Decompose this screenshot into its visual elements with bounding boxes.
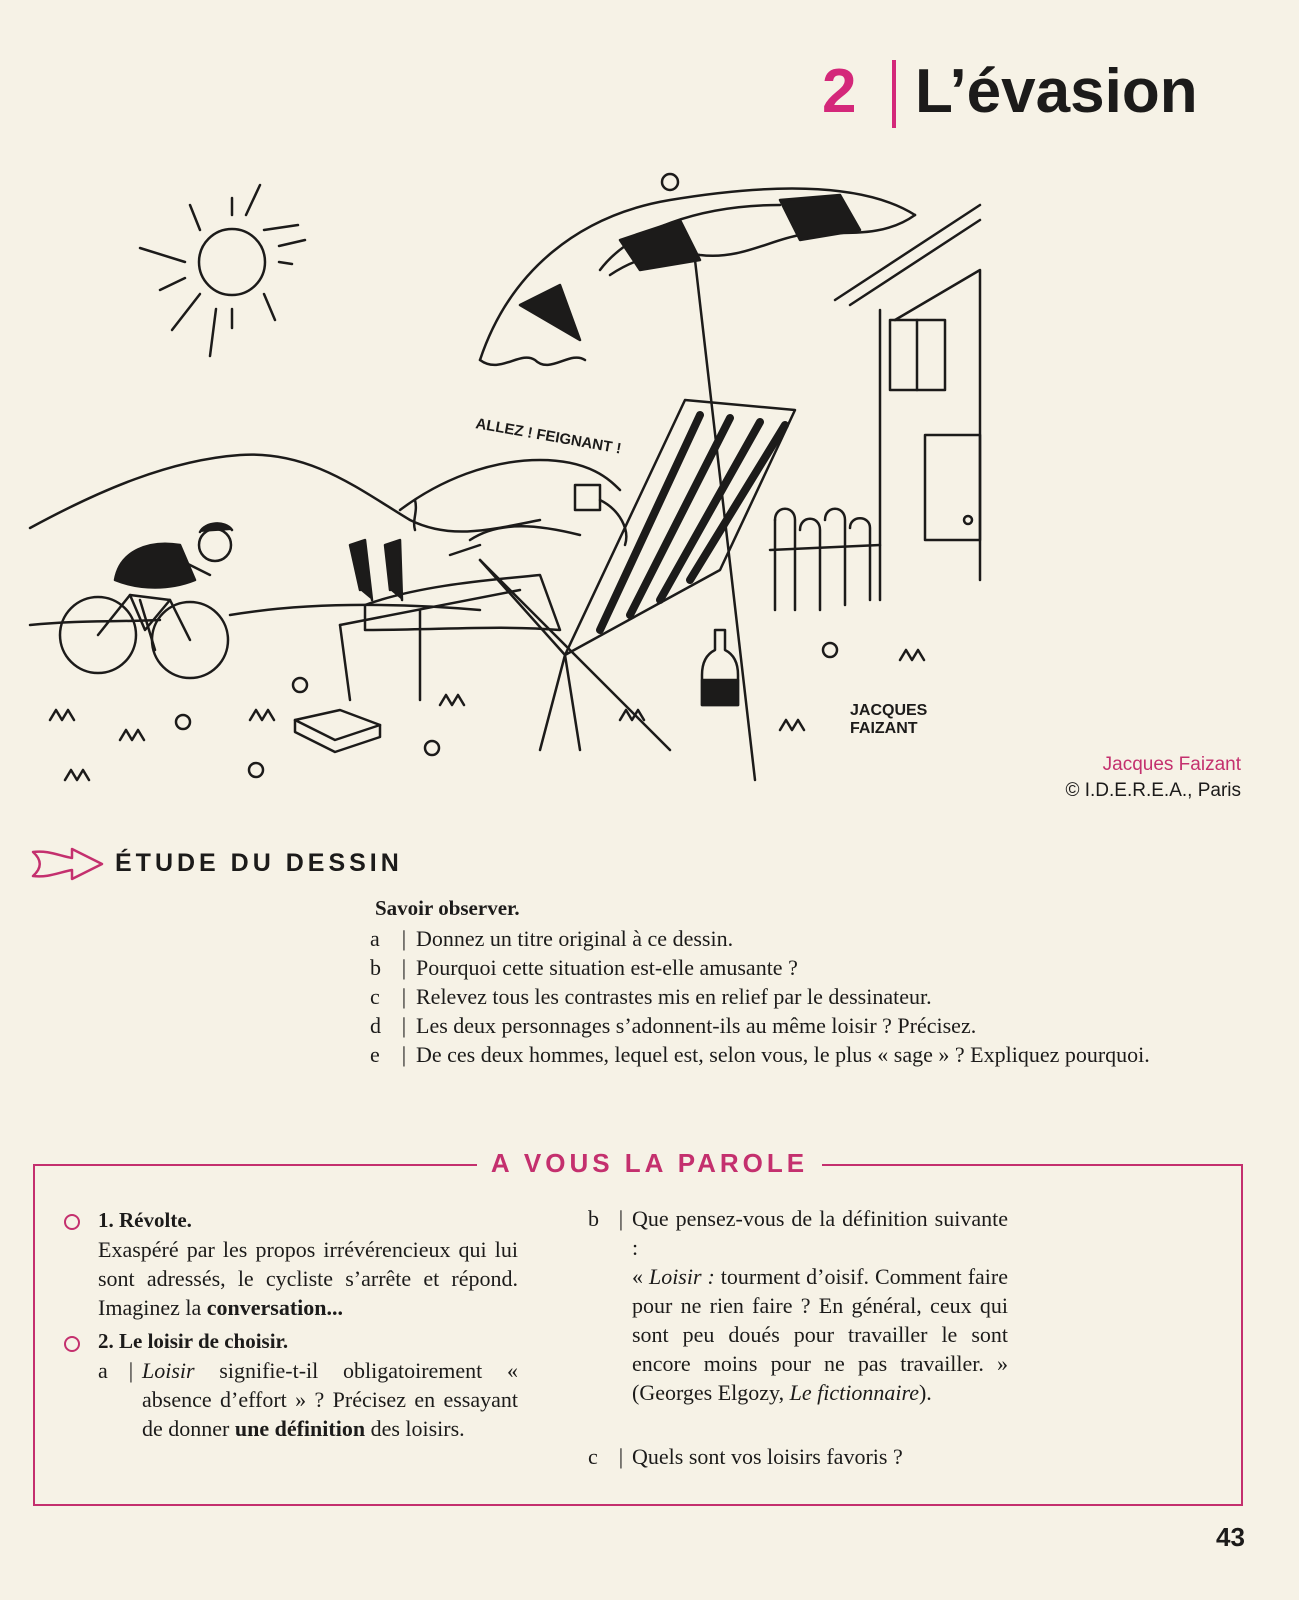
sub-bar: | xyxy=(618,1444,624,1469)
page-number: 43 xyxy=(1216,1522,1245,1552)
chapter-number: 2 xyxy=(822,57,857,126)
question-letter: d xyxy=(370,1013,381,1038)
signature-line1: JACQUES xyxy=(850,702,928,719)
question-letter: e xyxy=(370,1042,380,1067)
arrow-icon xyxy=(30,846,105,882)
cartoon-illustration xyxy=(20,160,1020,820)
item2-a-text1: signifie-t-il obligatoirement « absence d’effort » ? Précisez en essayant de donner xyxy=(142,1358,518,1441)
item-b-quote-open: « xyxy=(632,1264,649,1289)
question-letter: c xyxy=(370,984,380,1009)
item1-title: 1. Révolte. xyxy=(98,1208,192,1232)
sub-bar: | xyxy=(618,1206,624,1231)
question-b xyxy=(370,953,1244,982)
question-bar: | xyxy=(401,1042,407,1067)
item-b-source: Le fictionnaire xyxy=(789,1380,919,1405)
question-letter: a xyxy=(370,926,380,951)
item-b xyxy=(588,1204,1008,1407)
question-text: Relevez tous les contrastes mis en relief par le dessinateur. xyxy=(416,984,932,1009)
item-b-intro: Que pensez-vous de la définition suivante : xyxy=(632,1206,1008,1260)
question-bar: | xyxy=(401,955,407,980)
item2-a-text xyxy=(142,1356,518,1443)
parole-heading xyxy=(0,1148,1299,1179)
hills-drawing xyxy=(30,455,620,625)
etude-subtitle: Savoir observer. xyxy=(375,896,520,920)
question-e xyxy=(370,1040,1244,1069)
item2-title: 2. Le loisir de choisir. xyxy=(98,1329,289,1353)
image-credit xyxy=(1065,752,1241,804)
question-bar: | xyxy=(401,984,407,1009)
etude-heading: ÉTUDE DU DESSIN xyxy=(115,849,403,877)
chapter-divider xyxy=(892,60,896,128)
bullet-circle-icon xyxy=(64,1214,80,1230)
reclining-man-drawing xyxy=(350,485,626,630)
signature-line2: FAIZANT xyxy=(850,720,918,737)
cyclist-drawing xyxy=(60,523,232,678)
item1-text-main: Exaspéré par les propos irrévérencieux qui lui sont adressés, le cycliste s’arrête et répond. Imaginez la xyxy=(98,1237,518,1320)
question-d xyxy=(370,1011,1244,1040)
question-text: Les deux personnages s’adonnent-ils au même loisir ? Précisez. xyxy=(416,1013,977,1038)
grass-drawing xyxy=(50,643,924,780)
question-letter: b xyxy=(370,955,381,980)
sub-letter: a xyxy=(98,1358,108,1383)
item2-a-text2: des loisirs. xyxy=(365,1416,465,1441)
item-c xyxy=(588,1442,1008,1471)
question-c xyxy=(370,982,1244,1011)
bottle-and-book-drawing xyxy=(295,630,738,752)
sub-bar: | xyxy=(128,1358,134,1383)
question-text: Pourquoi cette situation est-elle amusante ? xyxy=(416,955,798,980)
item2-a-bold: une définition xyxy=(234,1416,366,1441)
fence-drawing xyxy=(770,509,880,610)
item-b-quote-text: tourment d’oisif. Comment faire pour ne rien faire ? En général, ceux qui sont peu doués pour travailler le sont encore moins pour ne pas travailler. » (Georges Elgozy, xyxy=(632,1264,1009,1405)
question-text: De ces deux hommes, lequel est, selon vous, le plus « sage » ? Expliquez pourquoi. xyxy=(416,1042,1150,1067)
question-a xyxy=(370,924,1244,953)
item-b-text xyxy=(632,1204,1008,1407)
sun-drawing xyxy=(140,185,305,356)
sub-letter: b xyxy=(588,1206,599,1231)
item-b-quote-italic: Loisir : xyxy=(648,1264,715,1289)
sub-letter: c xyxy=(588,1444,598,1469)
item2-sub-a xyxy=(98,1356,518,1443)
speech-text: ALLEZ ! FEIGNANT ! xyxy=(474,415,623,458)
bullet-circle-icon xyxy=(64,1336,80,1352)
item-c-text: Quels sont vos loisirs favoris ? xyxy=(632,1444,903,1469)
question-text: Donnez un titre original à ce dessin. xyxy=(416,926,734,951)
credit-author: Jacques Faizant xyxy=(1102,754,1241,775)
item1-text-bold: conversation... xyxy=(206,1295,343,1320)
question-bar: | xyxy=(401,926,407,951)
item2-a-italic: Loisir xyxy=(142,1358,195,1383)
parole-heading-text: A VOUS LA PAROLE xyxy=(477,1148,822,1178)
chapter-title: L’évasion xyxy=(915,57,1198,126)
item-b-source-end: ). xyxy=(918,1380,932,1405)
house-drawing xyxy=(835,205,980,600)
item1-text xyxy=(98,1235,518,1322)
credit-copyright: © I.D.E.R.E.A., Paris xyxy=(1065,780,1241,801)
question-bar: | xyxy=(401,1013,407,1038)
